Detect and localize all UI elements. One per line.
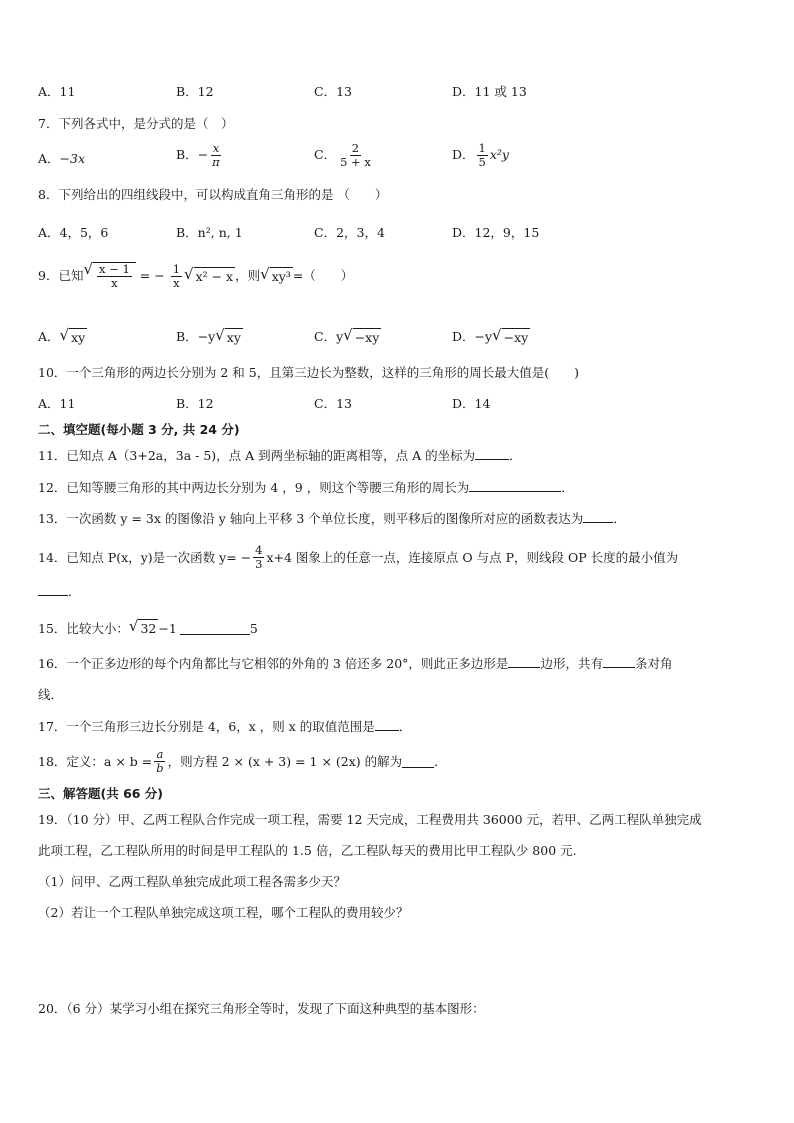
q18-fraction: $\frac{a}{b}$	[156, 747, 164, 775]
q8-option-c: C．2，3，4	[314, 225, 385, 240]
q10-option-c: C．13	[314, 396, 352, 411]
q6-option-d: D．11 或 13	[452, 84, 527, 99]
q11: 11．已知点 A（3+2a，3a - 5)，点 A 到两坐标轴的距离相等，点 A 的坐标为 ．	[38, 448, 522, 463]
q16-line-1: 16．一个正多边形的每个内角都比与它相邻的外角的 3 倍还多 20°，则此正多边形是 边形，共有 条对角	[38, 656, 673, 671]
q10-stem: 10．一个三角形的两边长分别为 2 和 5，且第三边长为整数，这样的三角形的周长最大值是( )	[38, 365, 579, 380]
q19-line-2: 此项工程，乙工程队所用的时间是甲工程队的 1.5 倍，乙工程队每天的费用比甲工程队少 800 元.	[38, 843, 577, 858]
q9-option-c: C．y √ −xy	[314, 326, 380, 345]
q9-option-b: B．−y √ xy	[176, 326, 241, 345]
q8-option-d: D．12，9，15	[452, 225, 540, 240]
q9-lhs-sqrt: √ $\frac{x - 1}{x}$	[83, 262, 135, 290]
q9-mid-fraction: $\frac{1}{x}$	[172, 261, 181, 290]
q15: 15．比较大小： √ 32 −1 5	[38, 617, 258, 636]
q9-option-a: A． √ xy	[38, 326, 86, 345]
q12: 12．已知等腰三角形的其中两边长分别为 4 ，9 ，则这个等腰三角形的周长为 ．	[38, 480, 574, 495]
q9-option-d: D．−y √ −xy	[452, 326, 529, 345]
q18: 18．定义：a × b = $\frac{a}{b}$ ，则方程 2 × (x + 3) = 1 × (2x) 的解为 ．	[38, 747, 447, 775]
q14-fraction: $\frac{4}{3}$	[255, 543, 263, 571]
section-3-heading: 三、解答题(共 66 分)	[38, 786, 164, 801]
q16-line-2: 线．	[38, 687, 64, 702]
q6-option-c: C．13	[314, 84, 352, 99]
q8-stem: 8．下列给出的四组线段中，可以构成直角三角形的是 （ ）	[38, 187, 388, 202]
q17: 17．一个三角形三边长分别是 4，6，x ，则 x 的取值范围是 ．	[38, 719, 412, 734]
q7-option-a: A．−3x	[38, 151, 86, 166]
q7-option-b: B．− $\frac{x}{\pi}$	[176, 141, 220, 169]
q6-option-b: B．12	[176, 84, 214, 99]
q19-line-1: 19．（10 分）甲、乙两工程队合作完成一项工程，需要 12 天完成，工程费用共 36000 元，若甲、乙两工程队单独完成	[38, 812, 702, 827]
q10-option-d: D．14	[452, 396, 491, 411]
q10-option-a: A．11	[38, 396, 76, 411]
q7-d-fraction: $\frac{1}{5}$	[478, 141, 486, 169]
q8-option-a: A．4，5，6	[38, 225, 109, 240]
q7-c-fraction: $\frac{2}{5 + x}$	[340, 141, 371, 169]
q7-option-c: C． $\frac{2}{5 + x}$	[314, 141, 371, 169]
q7-b-fraction: $\frac{x}{\pi}$	[212, 141, 220, 169]
section-2-heading: 二、填空题(每小题 3 分, 共 24 分)	[38, 422, 240, 437]
q9-mid-sqrt: √ x² − x	[184, 264, 234, 284]
q14-blank-line: ．	[38, 583, 758, 601]
q8-option-b: B．n², n, 1	[176, 225, 243, 240]
q7-option-d: D． $\frac{1}{5}$ x²y	[452, 141, 509, 169]
q7-stem: 7．下列各式中，是分式的是（ ）	[38, 116, 234, 131]
q20: 20．（6 分）某学习小组在探究三角形全等时，发现了下面这种典型的基本图形：	[38, 1001, 485, 1016]
q13: 13．一次函数 y = 3x 的图像沿 y 轴向上平移 3 个单位长度，则平移后的图像所对应的函数表达为 ．	[38, 511, 626, 526]
q10-option-b: B．12	[176, 396, 214, 411]
q14: 14．已知点 P(x，y)是一次函数 y= − $\frac{4}{3}$ x+4 图象上的任意一点，连接原点 O 与点 P，则线段 OP 长度的最小值为	[38, 543, 679, 571]
q19-sub-1: （1）问甲、乙两工程队单独完成此项工程各需多少天？	[38, 874, 346, 889]
q6-option-a: A．11	[38, 84, 76, 99]
q9-stem: 9．已知 √ $\frac{x - 1}{x}$ = − $\frac{1}{x}$ √ x² − x ，则 √ xy³ =（ ）	[38, 260, 354, 290]
q19-sub-2: （2）若让一个工程队单独完成这项工程，哪个工程队的费用较少？	[38, 905, 409, 920]
q9-rhs-sqrt: √ xy³	[260, 264, 291, 284]
